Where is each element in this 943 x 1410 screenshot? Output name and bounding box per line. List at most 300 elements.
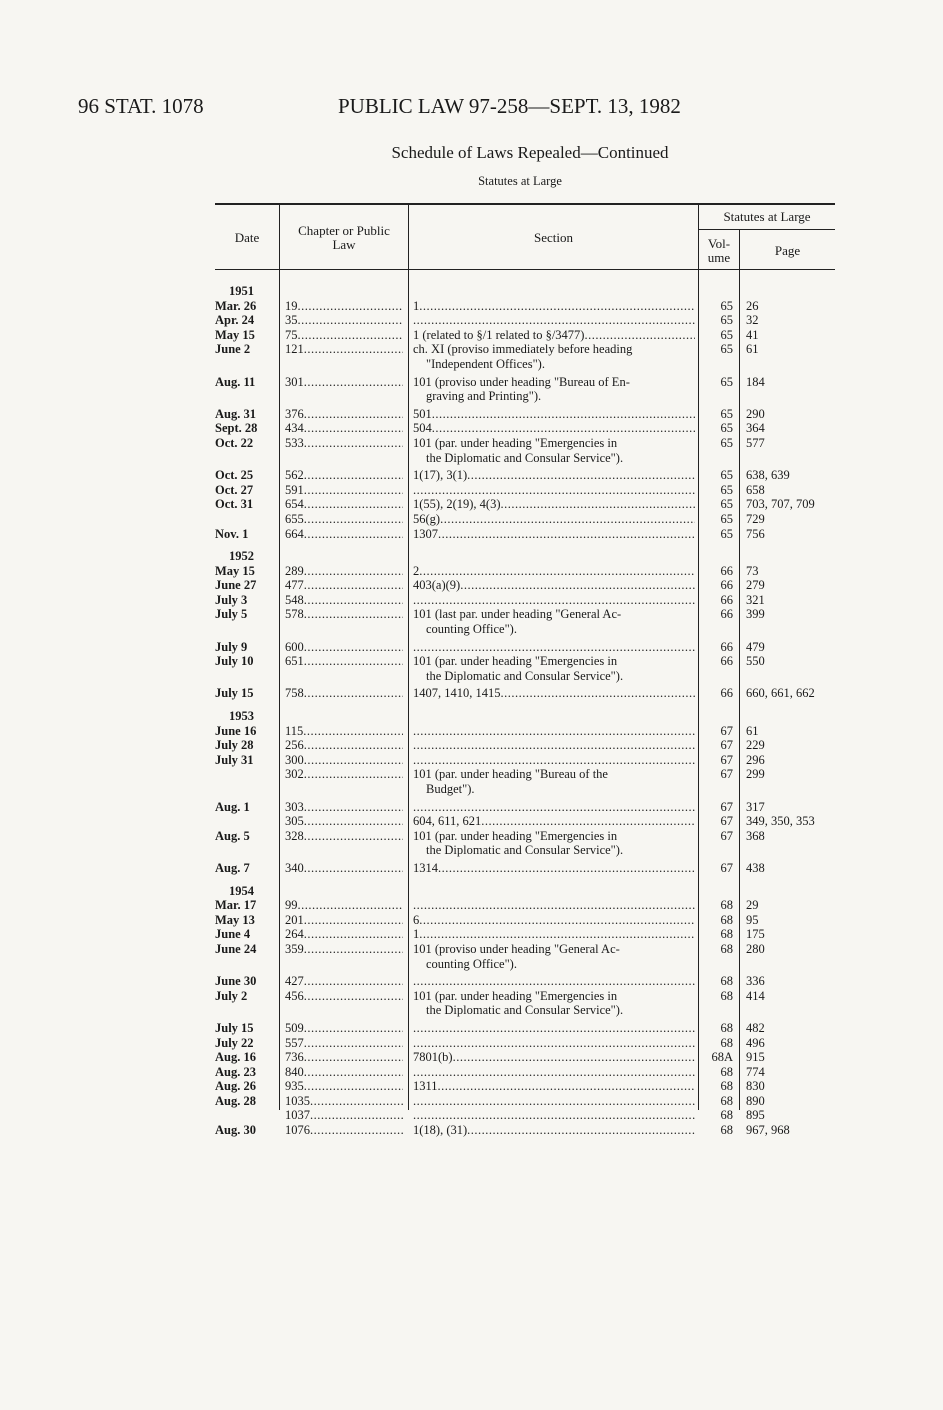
row-page-text: 317 [746,799,765,814]
row-page-text: 61 [746,342,759,357]
year-heading-row [0,549,943,564]
row-section [413,375,695,404]
row-date [215,829,275,844]
row-date-text: Oct. 22 [215,435,254,450]
row-chapter-text: 427 [285,974,304,989]
row-volume [701,313,733,328]
row-page-text: 895 [746,1108,765,1123]
row-date-text: Aug. 28 [215,1093,256,1108]
row-page [746,375,836,390]
row-volume-text: 67 [720,814,733,829]
row-page-text: 890 [746,1093,765,1108]
row-page-text: 29 [746,898,759,913]
row-volume-text: 67 [720,723,733,738]
year-heading-row [0,284,943,299]
row-page [746,724,836,739]
table-row [0,527,943,542]
row-volume [701,1108,733,1123]
row-section [413,328,695,343]
row-chapter-text: 600 [285,639,304,654]
row-chapter-text: 289 [285,563,304,578]
row-page-text: 915 [746,1050,765,1065]
row-chapter [285,767,403,782]
row-volume [701,767,733,782]
row-page-text: 73 [746,563,759,578]
row-date [215,654,275,669]
row-section-text: 1307 [413,526,438,541]
row-date-text: May 15 [215,563,255,578]
row-chapter-text: 651 [285,654,304,669]
row-page [746,468,836,483]
row-page-text: 438 [746,860,765,875]
table-row [0,512,943,527]
row-chapter-text: 736 [285,1050,304,1065]
row-section [413,1108,695,1123]
row-page [746,483,836,498]
row-volume [701,564,733,579]
row-volume-text: 67 [720,752,733,767]
table-row [0,1094,943,1109]
row-section-line1: 101 (last par. under heading "General Ac- [413,607,622,622]
table-row [0,724,943,739]
row-section [413,640,695,655]
row-chapter [285,299,403,314]
row-volume [701,483,733,498]
row-volume [701,974,733,989]
row-date [215,1021,275,1036]
row-page-text: 774 [746,1064,765,1079]
row-volume-text: 68 [720,974,733,989]
row-date-text: June 30 [215,974,257,989]
row-chapter [285,989,403,1004]
page-stat-reference: 96 STAT. 1078 [78,94,204,118]
row-volume [701,640,733,655]
row-section-line2: counting Office"). [426,622,517,637]
row-volume-text: 66 [720,578,733,593]
row-page [746,607,836,622]
row-page-text: 321 [746,592,765,607]
row-volume-text: 67 [720,738,733,753]
row-page-text: 703, 707, 709 [746,497,815,512]
row-volume-text: 68 [720,941,733,956]
row-date-text: Aug. 11 [215,374,256,389]
row-section [413,483,695,498]
row-chapter [285,640,403,655]
row-chapter-text: 302 [285,767,304,782]
row-chapter [285,814,403,829]
row-volume-text: 67 [720,767,733,782]
row-date-text: June 27 [215,578,257,593]
table-row [0,654,943,683]
row-chapter-text: 548 [285,592,304,607]
row-date [215,724,275,739]
row-volume [701,927,733,942]
table-row [0,942,943,971]
row-date-text: Aug. 23 [215,1064,256,1079]
row-date [215,861,275,876]
row-page [746,593,836,608]
row-chapter [285,375,403,390]
row-chapter-text: 301 [285,374,304,389]
row-chapter [285,313,403,328]
row-chapter-text: 1076 [285,1123,310,1138]
row-volume-text: 68 [720,912,733,927]
row-volume [701,512,733,527]
col-header-statutes: Statutes at Large [723,209,811,224]
row-date [215,927,275,942]
row-date [215,1079,275,1094]
page-running-title: PUBLIC LAW 97-258—SEPT. 13, 1982 [338,94,681,118]
table-row [0,738,943,753]
row-chapter [285,607,403,622]
row-volume-text: 65 [720,468,733,483]
row-page [746,342,836,357]
row-volume-text: 68 [720,1035,733,1050]
row-chapter-text: 19 [285,298,298,313]
row-chapter [285,527,403,542]
row-section-line1: 101 (par. under heading "Emergencies in [413,435,618,450]
row-section [413,299,695,314]
row-date-text: July 15 [215,686,254,701]
row-volume-text: 68 [720,927,733,942]
row-page [746,436,836,451]
row-chapter-text: 305 [285,814,304,829]
row-volume [701,686,733,701]
row-date-text: June 4 [215,927,251,942]
row-volume-text: 65 [720,313,733,328]
table-row [0,989,943,1018]
row-date [215,1123,275,1138]
row-chapter [285,578,403,593]
row-page-text: 496 [746,1035,765,1050]
row-page-text: 26 [746,298,759,313]
row-page-text: 729 [746,511,765,526]
row-date-text: July 15 [215,1020,254,1035]
row-chapter [285,421,403,436]
row-section-line2: the Diplomatic and Consular Service"). [426,843,624,858]
row-page-text: 830 [746,1079,765,1094]
row-volume-text: 67 [720,828,733,843]
col-header-chapter-line1: Chapter or Public [298,223,390,238]
row-date [215,375,275,390]
row-date-text: Mar. 17 [215,898,257,913]
row-volume-text: 66 [720,607,733,622]
row-volume-text: 65 [720,327,733,342]
row-volume [701,328,733,343]
row-chapter-text: 35 [285,313,298,328]
row-date-text: July 5 [215,607,248,622]
row-page [746,974,836,989]
row-chapter [285,564,403,579]
row-date [215,497,275,512]
row-date-text: Aug. 1 [215,799,250,814]
row-page [746,1036,836,1051]
row-section [413,1079,695,1094]
row-chapter-text: 303 [285,799,304,814]
row-page [746,421,836,436]
row-section [413,468,695,483]
row-date-text: July 3 [215,592,248,607]
row-section-line1: 101 (par. under heading "Emergencies in [413,988,618,1003]
row-chapter-text: 340 [285,860,304,875]
row-date-text: Oct. 27 [215,482,254,497]
table-row [0,313,943,328]
row-volume-text: 65 [720,374,733,389]
row-chapter [285,1094,403,1109]
row-volume [701,814,733,829]
row-page-text: 368 [746,828,765,843]
row-page [746,497,836,512]
row-volume [701,468,733,483]
row-chapter-text: 328 [285,828,304,843]
row-chapter [285,593,403,608]
row-chapter [285,942,403,957]
row-date [215,564,275,579]
table-row [0,483,943,498]
row-chapter [285,483,403,498]
row-chapter-text: 1035 [285,1093,310,1108]
row-section-line2: the Diplomatic and Consular Service"). [426,1003,624,1018]
row-volume-text: 66 [720,654,733,669]
row-date [215,328,275,343]
row-page [746,753,836,768]
table-row [0,299,943,314]
row-section-line2: "Independent Offices"). [426,356,545,371]
row-page-text: 658 [746,482,765,497]
row-date [215,1065,275,1080]
table-row [0,1108,943,1123]
table-row [0,1065,943,1080]
row-chapter [285,1021,403,1036]
row-volume [701,436,733,451]
row-volume [701,989,733,1004]
row-date-text: July 9 [215,639,248,654]
row-date-text: Aug. 31 [215,406,256,421]
row-section [413,724,695,739]
table-row [0,829,943,858]
row-date-text: June 16 [215,723,257,738]
row-page [746,829,836,844]
row-volume [701,407,733,422]
row-section [413,814,695,829]
row-volume-text: 68 [720,1079,733,1094]
row-chapter-text: 840 [285,1064,304,1079]
table-row [0,1050,943,1065]
row-section [413,607,695,636]
row-section [413,578,695,593]
row-volume [701,1036,733,1051]
row-page [746,927,836,942]
row-section [413,593,695,608]
row-section [413,1065,695,1080]
row-chapter-text: 256 [285,738,304,753]
table-row [0,607,943,636]
row-section-text: 1 [413,298,420,313]
row-chapter [285,1079,403,1094]
row-page-text: 577 [746,435,765,450]
row-volume-text: 65 [720,482,733,497]
row-date [215,578,275,593]
row-section-text: 504 [413,421,432,436]
col-header-volume [699,237,739,265]
row-page-text: 184 [746,374,765,389]
row-page [746,1079,836,1094]
row-section-text: 501 [413,406,432,421]
table-row [0,1036,943,1051]
row-page [746,654,836,669]
row-section-line1: 101 (par. under heading "Bureau of the [413,767,608,782]
row-section [413,1050,695,1065]
table-row [0,800,943,815]
row-date-text: July 10 [215,654,254,669]
row-chapter-text: 264 [285,927,304,942]
row-section [413,512,695,527]
row-chapter [285,724,403,739]
table-body [0,284,943,1138]
row-volume-text: 68 [720,1064,733,1079]
row-section [413,686,695,701]
row-page-text: 967, 968 [746,1123,790,1138]
row-volume [701,829,733,844]
row-date [215,738,275,753]
row-volume [701,375,733,390]
row-chapter-text: 1037 [285,1108,310,1123]
row-section-line1: 101 (proviso under heading "Bureau of En- [413,374,630,389]
row-section [413,342,695,371]
row-date-text: Aug. 5 [215,828,250,843]
row-chapter [285,1050,403,1065]
table-row [0,1021,943,1036]
table-row [0,686,943,701]
row-date [215,686,275,701]
row-section [413,564,695,579]
row-page-text: 175 [746,927,765,942]
row-chapter [285,468,403,483]
row-page-text: 638, 639 [746,468,790,483]
row-volume-text: 66 [720,592,733,607]
row-section-text: 1 (related to §/1 related to §/3477) [413,327,585,342]
row-page [746,578,836,593]
table-row [0,421,943,436]
row-chapter-text: 655 [285,511,304,526]
col-header-section: Section [534,230,573,245]
row-section [413,913,695,928]
row-chapter [285,497,403,512]
row-page-text: 349, 350, 353 [746,814,815,829]
table-row [0,564,943,579]
row-chapter [285,738,403,753]
row-section [413,974,695,989]
row-section-text: 6 [413,912,420,927]
table-row [0,578,943,593]
row-section [413,1021,695,1036]
row-page [746,1065,836,1080]
row-section [413,989,695,1018]
row-section-line2: counting Office"). [426,956,517,971]
table-row [0,927,943,942]
row-date-text: July 22 [215,1035,254,1050]
row-section [413,421,695,436]
table-row [0,640,943,655]
row-volume [701,738,733,753]
row-volume-text: 66 [720,686,733,701]
row-chapter-text: 99 [285,898,298,913]
row-section [413,1094,695,1109]
table-row [0,593,943,608]
row-date [215,342,275,357]
table-row [0,468,943,483]
row-date [215,527,275,542]
header-bottom-rule [215,269,835,270]
row-chapter-text: 578 [285,607,304,622]
row-page [746,1108,836,1123]
row-chapter [285,927,403,942]
row-page [746,861,836,876]
row-section [413,753,695,768]
row-page-text: 32 [746,313,759,328]
row-page-text: 296 [746,752,765,767]
row-section-line2: Budget"). [426,782,475,796]
table-row [0,436,943,465]
row-section-line2: the Diplomatic and Consular Service"). [426,668,624,683]
row-page-text: 95 [746,912,759,927]
row-page [746,299,836,314]
row-chapter [285,342,403,357]
row-chapter-text: 201 [285,912,304,927]
row-date [215,313,275,328]
row-page-text: 299 [746,767,765,782]
table-row [0,753,943,768]
row-volume [701,1123,733,1138]
row-date-text: Mar. 26 [215,298,257,313]
row-volume-text: 68 [720,898,733,913]
row-chapter-text: 509 [285,1020,304,1035]
row-date-text: Oct. 25 [215,468,254,483]
row-chapter [285,407,403,422]
row-chapter [285,861,403,876]
row-chapter-text: 935 [285,1079,304,1094]
row-date [215,607,275,622]
row-section-line1: 101 (par. under heading "Emergencies in [413,828,618,843]
row-volume [701,861,733,876]
row-page [746,328,836,343]
row-page [746,1094,836,1109]
row-volume-text: 65 [720,526,733,541]
row-volume-text: 65 [720,511,733,526]
year-heading-row [0,884,943,899]
row-volume-text: 65 [720,406,733,421]
row-chapter [285,512,403,527]
year-label [229,884,289,899]
row-page-text: 229 [746,738,765,753]
row-section [413,927,695,942]
row-date [215,483,275,498]
row-date-text: June 24 [215,941,257,956]
row-chapter-text: 664 [285,526,304,541]
row-page [746,942,836,957]
row-page-text: 660, 661, 662 [746,686,815,701]
row-section-text: 604, 611, 621 [413,814,482,829]
row-volume [701,593,733,608]
year-label-text: 1951 [229,284,254,298]
row-chapter [285,1123,403,1138]
row-volume [701,527,733,542]
row-volume [701,724,733,739]
schedule-title: Schedule of Laws Repealed—Continued [391,143,669,162]
row-section [413,942,695,971]
row-page [746,407,836,422]
row-chapter [285,1108,403,1123]
